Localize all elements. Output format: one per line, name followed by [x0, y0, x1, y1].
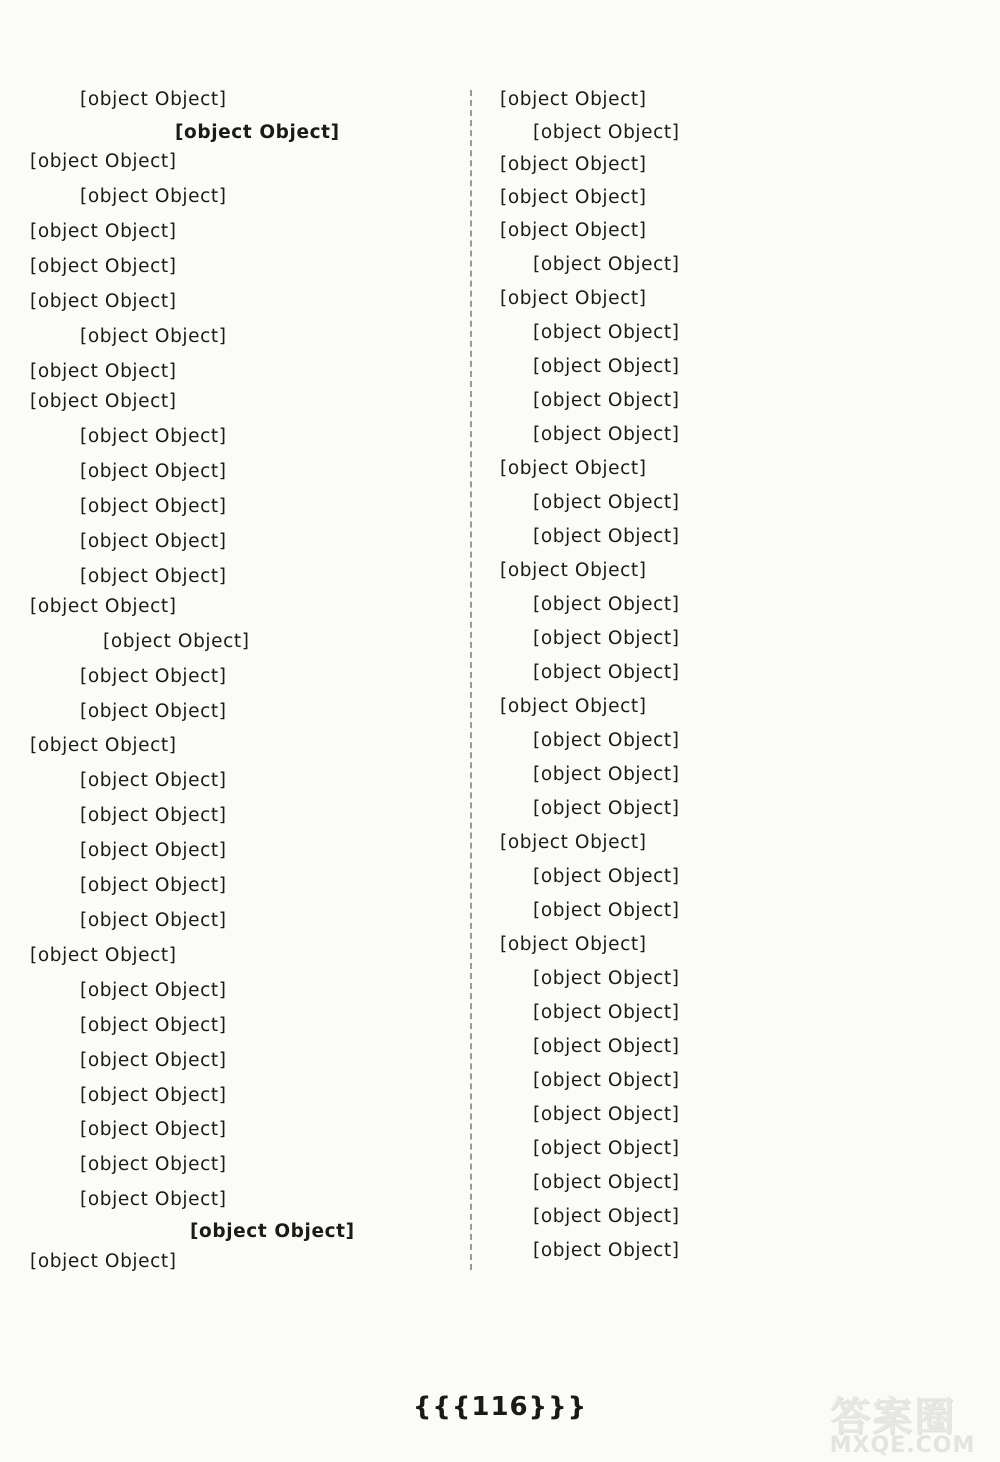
right-line: [object Object] [533, 254, 680, 275]
right-line: [object Object] [500, 934, 647, 955]
left-line: [object Object] [190, 1221, 355, 1242]
left-line: [object Object] [80, 326, 227, 347]
right-line: [object Object] [533, 1172, 680, 1193]
right-line: [object Object] [533, 628, 680, 649]
right-line: [object Object] [533, 1104, 680, 1125]
right-line: [object Object] [500, 560, 647, 581]
right-line: [object Object] [533, 1206, 680, 1227]
right-line: [object Object] [533, 122, 680, 143]
right-line: [object Object] [500, 89, 647, 110]
left-line: [object Object] [80, 1189, 227, 1210]
watermark-logo [820, 1385, 985, 1458]
right-line: [object Object] [533, 1240, 680, 1261]
right-line: [object Object] [533, 900, 680, 921]
left-line: [object Object] [80, 1154, 227, 1175]
left-line: [object Object] [80, 1119, 227, 1140]
watermark-sub: MXQE.COM [829, 1433, 976, 1458]
right-line: [object Object] [533, 798, 680, 819]
left-line: [object Object] [30, 151, 177, 172]
right-line: [object Object] [533, 390, 680, 411]
left-line: [object Object] [80, 531, 227, 552]
left-line: [object Object] [30, 361, 177, 382]
right-line: [object Object] [533, 322, 680, 343]
right-line: [object Object] [500, 832, 647, 853]
right-line: [object Object] [500, 288, 647, 309]
right-line: [object Object] [500, 220, 647, 241]
watermark-main: 答案圈 [830, 1394, 956, 1440]
left-line: [object Object] [80, 840, 227, 861]
left-line: [object Object] [80, 426, 227, 447]
right-line: [object Object] [533, 424, 680, 445]
left-line: [object Object] [30, 291, 177, 312]
right-line: [object Object] [533, 764, 680, 785]
right-line: [object Object] [500, 458, 647, 479]
right-line: [object Object] [533, 1138, 680, 1159]
left-line: [object Object] [80, 89, 227, 110]
right-line: [object Object] [533, 730, 680, 751]
left-line: [object Object] [175, 122, 340, 143]
left-line: [object Object] [80, 1050, 227, 1071]
right-line: [object Object] [533, 968, 680, 989]
left-line: [object Object] [80, 461, 227, 482]
left-line: [object Object] [80, 875, 227, 896]
right-line: [object Object] [500, 696, 647, 717]
left-line: [object Object] [30, 1251, 177, 1272]
left-line: [object Object] [80, 980, 227, 1001]
right-line: [object Object] [533, 594, 680, 615]
right-line: [object Object] [533, 356, 680, 377]
right-line: [object Object] [533, 662, 680, 683]
right-line: [object Object] [533, 1002, 680, 1023]
left-line: [object Object] [30, 221, 177, 242]
left-line: [object Object] [30, 391, 177, 412]
left-line: [object Object] [30, 596, 177, 617]
right-line: [object Object] [533, 1070, 680, 1091]
left-line: [object Object] [103, 631, 250, 652]
page-number: {{{116}}} [412, 1392, 588, 1422]
right-line: [object Object] [533, 1036, 680, 1057]
right-line: [object Object] [533, 866, 680, 887]
left-line: [object Object] [80, 805, 227, 826]
right-line: [object Object] [533, 526, 680, 547]
left-line: [object Object] [80, 566, 227, 587]
left-line: [object Object] [30, 735, 177, 756]
right-line: [object Object] [533, 492, 680, 513]
left-line: [object Object] [30, 945, 177, 966]
left-line: [object Object] [80, 701, 227, 722]
right-line: [object Object] [500, 154, 647, 175]
left-line: [object Object] [80, 910, 227, 931]
left-line: [object Object] [80, 666, 227, 687]
left-line: [object Object] [80, 1085, 227, 1106]
left-line: [object Object] [80, 770, 227, 791]
left-line: [object Object] [80, 496, 227, 517]
left-line: [object Object] [30, 256, 177, 277]
left-line: [object Object] [80, 186, 227, 207]
left-line: [object Object] [80, 1015, 227, 1036]
right-line: [object Object] [500, 187, 647, 208]
column-divider [470, 90, 472, 1270]
